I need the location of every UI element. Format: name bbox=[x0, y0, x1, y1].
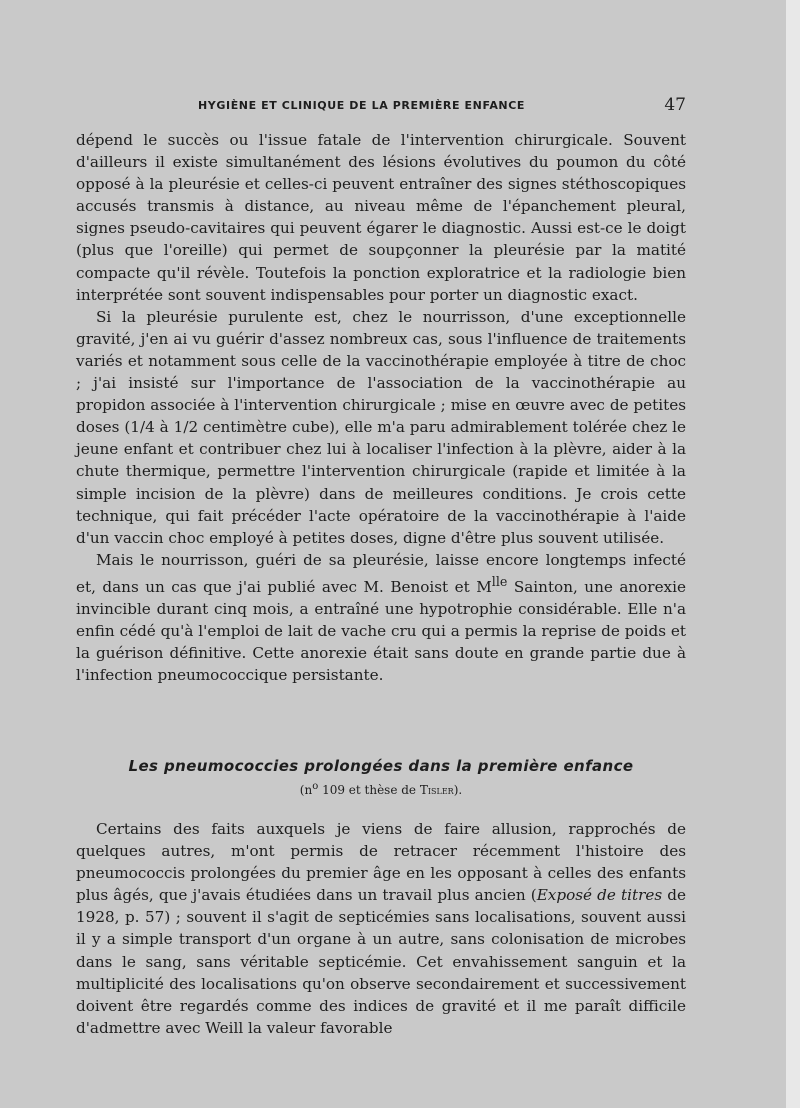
body-text bbox=[76, 129, 686, 686]
section-body bbox=[76, 818, 686, 1039]
ref-superscript: o bbox=[312, 781, 319, 792]
section-paragraph-italic: Exposé de titres bbox=[536, 886, 663, 905]
paragraph-3 bbox=[76, 549, 686, 687]
paragraph-1: dépend le succès ou l'issue fatale de l'intervention chirurgicale. Souvent d'ailleurs il existe simultanément des lésions évolutives du poumon du côté opposé à la pleurésie et celles-ci peuvent entraîner des signes stéthoscopiques accusés transmis à distance, au niveau même de l'épanchement pleural, signes pseudo-cavitaires qui peuvent égarer le diagnostic. Aussi est-ce le doigt (plus que l'oreille) qui permet de soupçonner la pleurésie par la matité compacte qu'il révèle. Toutefois la ponction exploratrice et la radiologie bien interprétée sont souvent indispensables pour porter un diagnostic exact. bbox=[76, 131, 686, 304]
page-edge bbox=[786, 0, 800, 1108]
paragraph-3-superscript: lle bbox=[491, 573, 508, 589]
paragraph-3-part-a: Mais le nourrisson, guéri de sa pleurésie, laisse encore longtemps infecté et, dans un cas que j'ai publié avec M. Benoist et M bbox=[76, 550, 686, 596]
section-paragraph-part-a: Certains des faits auxquels je viens de faire allusion, rapprochés de quelques autres, m'ont permis de retracer récemment l'histoire des pneumococcis prolongées du premier âge en les opposant à celles des enfants plus âgés, que j'avais étudiées dans un travail plus ancien ( bbox=[76, 820, 686, 905]
section-heading bbox=[76, 757, 686, 797]
running-title: HYGIÈNE ET CLINIQUE DE LA PREMIÈRE ENFANCE bbox=[198, 99, 526, 112]
page-header bbox=[198, 95, 686, 119]
ref-open: (n bbox=[299, 783, 313, 797]
page-number: 47 bbox=[664, 95, 686, 115]
paragraph-3-part-b: Sainton, une anorexie invincible durant cinq mois, a entraîné une hypotrophie considérable. Elle n'a enfin cédé qu'à l'emploi de lait de vache cru qui a permis la reprise de poids et la guérison définitive. Cette anorexie était sans doute en grande partie due à l'infection pneumococcique persistante. bbox=[76, 577, 686, 685]
ref-author: Tisler bbox=[419, 783, 454, 797]
section-reference bbox=[76, 781, 686, 797]
section-paragraph-part-b: de 1928, p. 57) ; souvent il s'agit de septicémies sans localisations, souvent aussi il y a simple transport d'un organe à un autre, sans colonisation de microbes dans le sang, sans véritable septicémie. Cet envahissement sanguin et la multiplicité des localisations qu'on observe secondairement et successivement doivent être regardés comme des indices de gravité et il me paraît difficile d'admettre avec Weill la valeur favorable bbox=[76, 886, 686, 1037]
section-paragraph bbox=[76, 818, 686, 1039]
paragraph-2: Si la pleurésie purulente est, chez le nourrisson, d'une exceptionnelle gravité, j'en ai vu guérir d'assez nombreux cas, sous l'influence de traitements variés et notamment sous celle de la vaccinothérapie employée à titre de choc ; j'ai insisté sur l'importance de l'association de la vaccinothérapie au propidon associée à l'intervention chirurgicale ; mise en œuvre avec de petites doses (1/4 à 1/2 centimètre cube), elle m'a paru admirablement tolérée chez le jeune enfant et contribuer chez lui à localiser l'infection à la plèvre, aider à la chute thermique, permettre l'intervention chirurgicale (rapide et limitée à la simple incision de la plèvre) dans de meilleures conditions. Je crois cette technique, qui fait précéder l'acte opératoire de la vaccinothérapie à l'aide d'un vaccin choc employé à petites doses, digne d'être plus souvent utilisée. bbox=[76, 307, 686, 547]
section-title: Les pneumococcies prolongées dans la première enfance bbox=[128, 757, 634, 775]
ref-number: 109 et thèse de bbox=[318, 783, 420, 797]
ref-close: ). bbox=[453, 783, 463, 797]
